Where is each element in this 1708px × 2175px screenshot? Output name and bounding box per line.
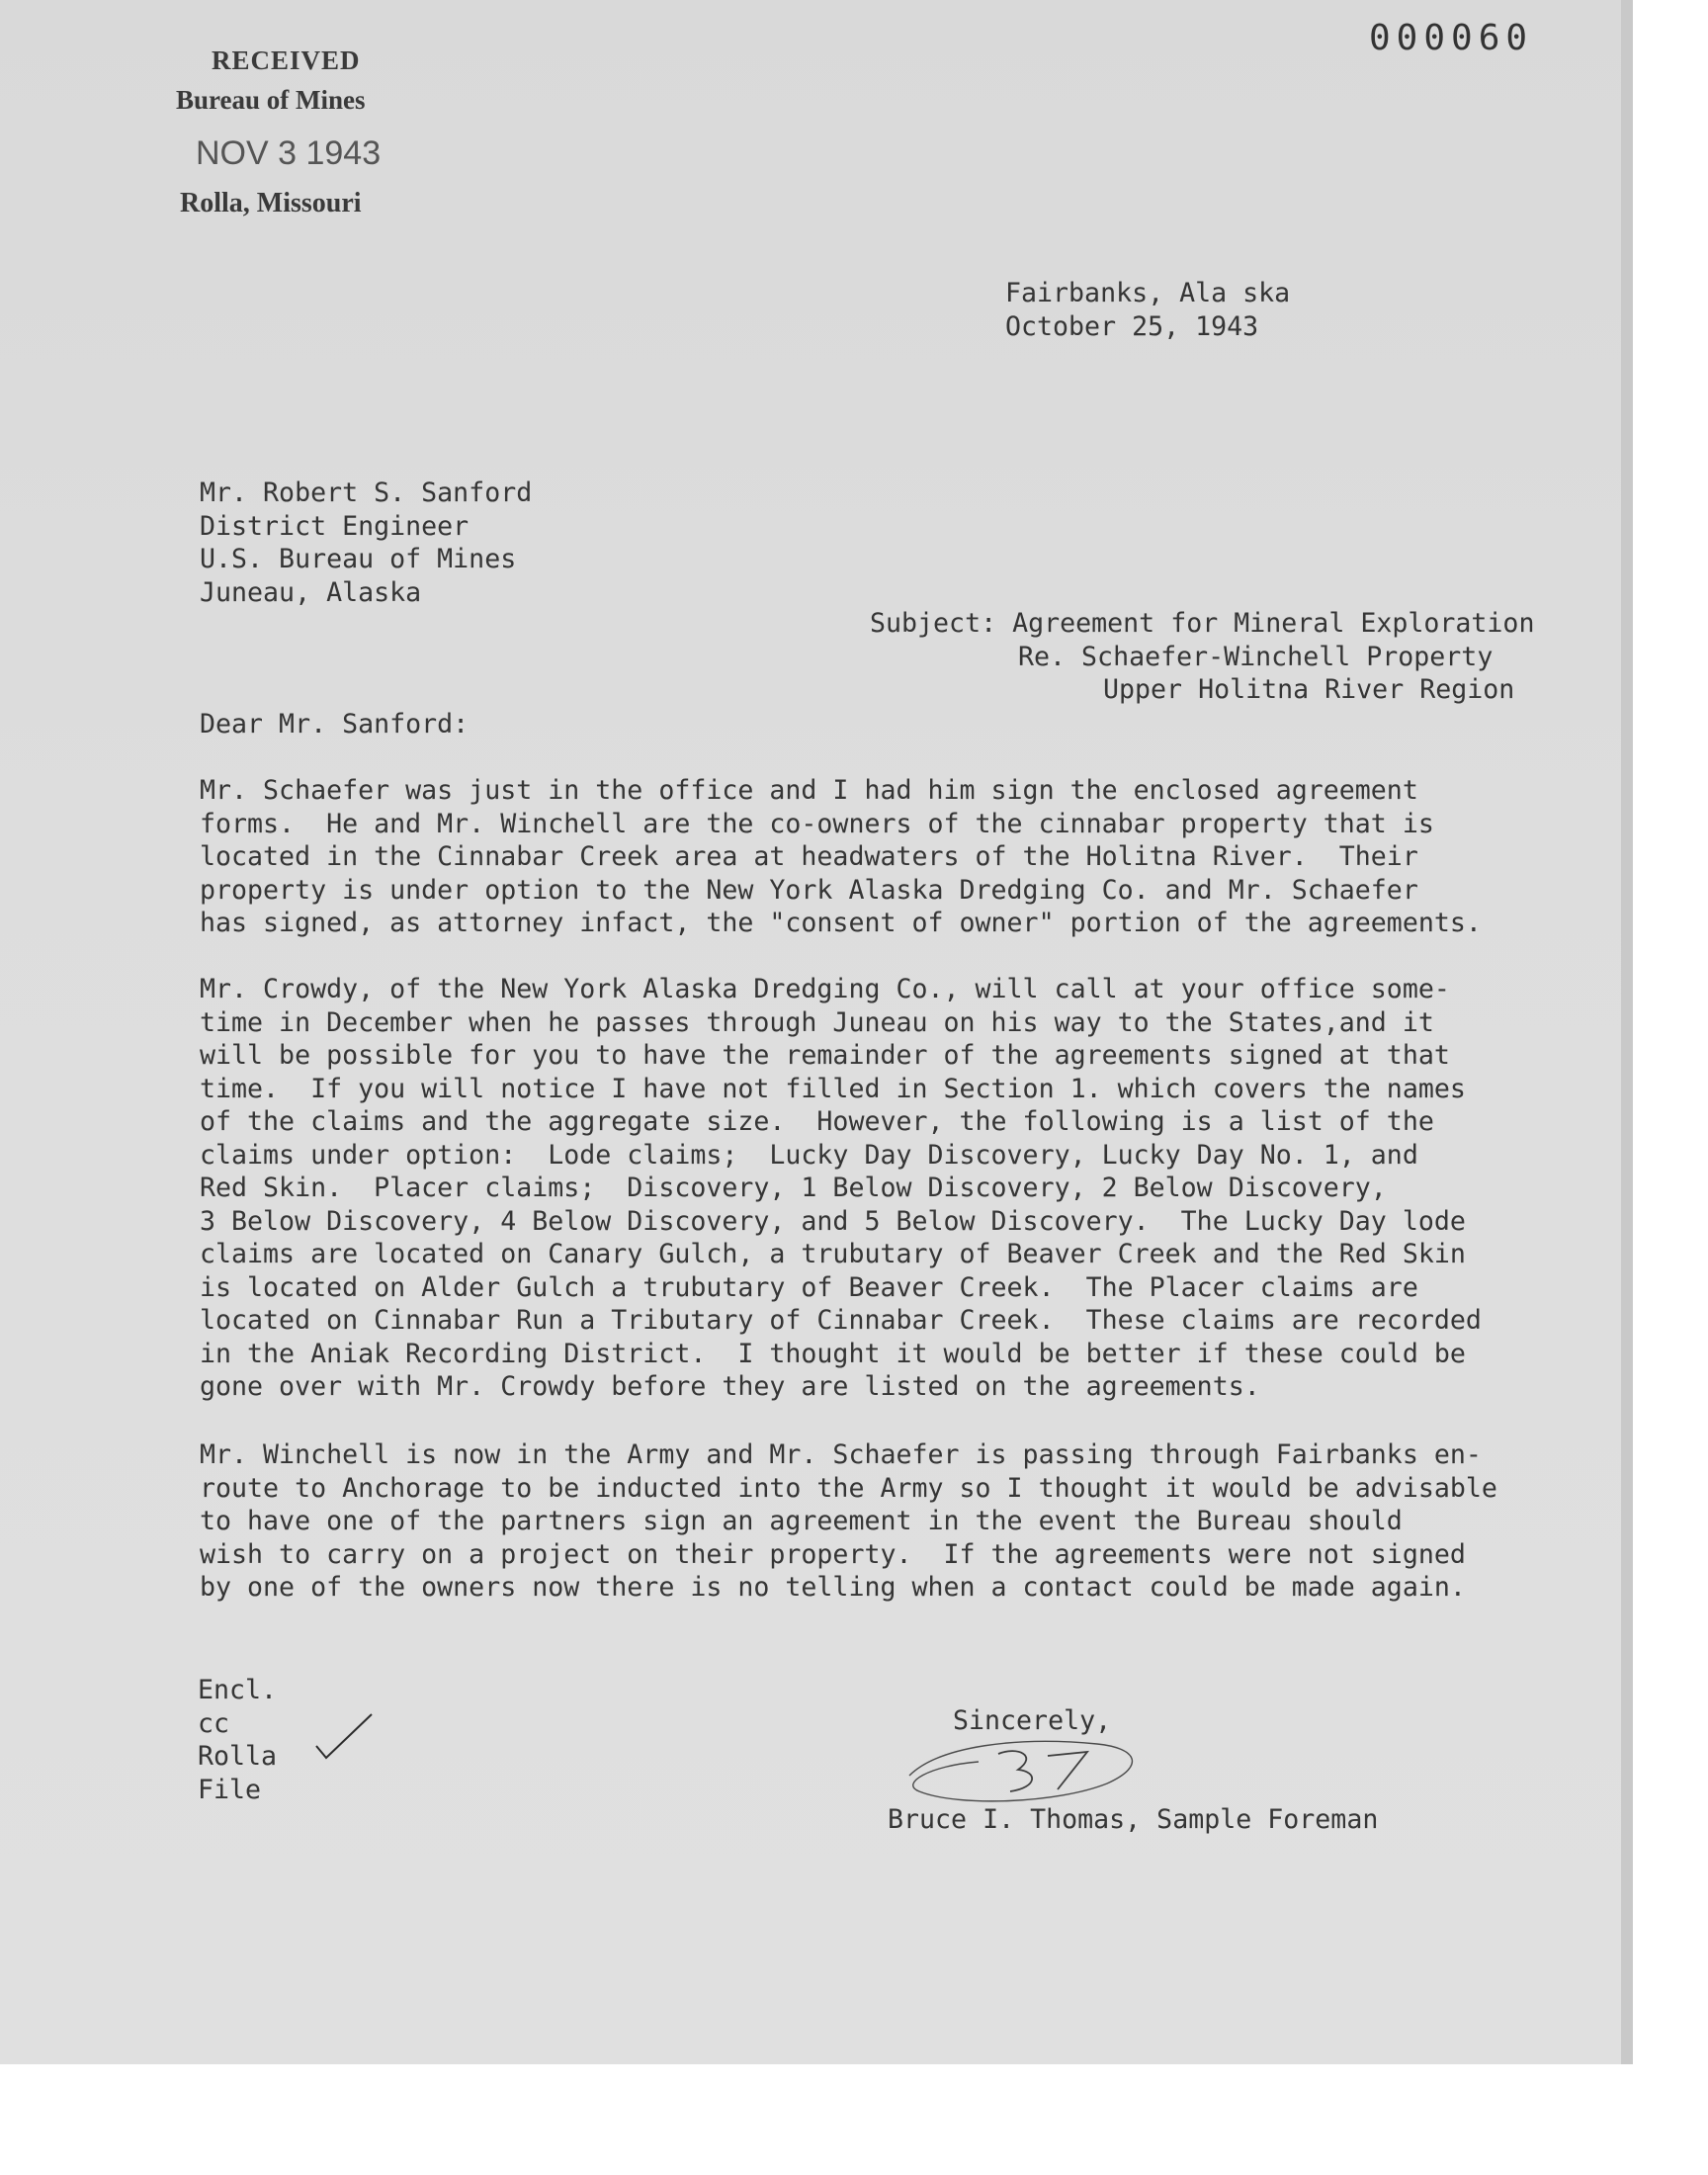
text-line: wish to carry on a project on their property. If the agreements were not signed <box>200 1538 1466 1570</box>
text-line: Fairbanks, Ala ska <box>1005 278 1291 308</box>
text-line: in the Aniak Recording District. I thought it would be better if these could be <box>200 1338 1466 1369</box>
text-line: claims are located on Canary Gulch, a trubutary of Beaver Creek and the Red Skin <box>200 1239 1466 1269</box>
text-line: by one of the owners now there is no telling when a contact could be made again. <box>200 1572 1466 1603</box>
text-line: time in December when he passes through Juneau on his way to the States,and it <box>200 1006 1434 1038</box>
text-line: Juneau, Alaska <box>200 576 422 608</box>
text-line: gone over with Mr. Crowdy before they are listed on the agreements. <box>200 1371 1260 1402</box>
text-line: of the claims and the aggregate size. However, the following is a list of the <box>200 1106 1434 1137</box>
sender-location-date <box>1005 277 1290 343</box>
stamp-received: RECEIVED <box>212 45 361 75</box>
text-line: time. If you will notice I have not filled in Section 1. which covers the names <box>200 1073 1466 1104</box>
document-number: 000060 <box>1369 18 1534 58</box>
text-line: located on Cinnabar Run a Tributary of Cinnabar Creek. These claims are recorded <box>200 1305 1482 1336</box>
text-line: October 25, 1943 <box>1005 310 1259 342</box>
text-line: Rolla <box>198 1741 278 1772</box>
subject-block <box>870 607 1535 773</box>
text-line: Mr. Crowdy, of the New York Alaska Dredging Co., will call at your office some- <box>200 974 1450 1004</box>
text-line: District Engineer <box>200 510 470 542</box>
stamp-date: NOV 3 1943 <box>196 134 382 172</box>
subject-line-1: Subject: Agreement for Mineral Exploration <box>870 608 1535 639</box>
enclosure-list <box>198 1674 277 1806</box>
paragraph-2 <box>200 973 1482 1404</box>
subject-line-2: Re. Schaefer-Winchell Property <box>1018 641 1494 672</box>
text-line: is located on Alder Gulch a trubutary of Beaver Creek. The Placer claims are <box>200 1271 1418 1303</box>
salutation: Dear Mr. Sanford: <box>200 709 470 740</box>
check-mark-icon <box>314 1710 374 1766</box>
stamp-bureau: Bureau of Mines <box>176 85 366 115</box>
addressee-block <box>200 477 532 609</box>
page-edge <box>1621 0 1633 2064</box>
text-line: Red Skin. Placer claims; Discovery, 1 Below Discovery, 2 Below Discovery, <box>200 1173 1387 1203</box>
text-line: Mr. Schaefer was just in the office and I had him sign the enclosed agreement <box>200 775 1418 806</box>
text-line: 3 Below Discovery, 4 Below Discovery, and 5 Below Discovery. The Lucky Day lode <box>200 1205 1466 1237</box>
text-line: to have one of the partners sign an agreement in the event the Bureau should <box>200 1506 1403 1536</box>
handwritten-signature <box>899 1726 1156 1815</box>
text-line: Mr. Robert S. Sanford <box>200 478 533 508</box>
text-line: Mr. Winchell is now in the Army and Mr. Schaefer is passing through Fairbanks en- <box>200 1439 1482 1470</box>
paragraph-3 <box>200 1438 1497 1605</box>
text-line: forms. He and Mr. Winchell are the co-owners of the cinnabar property that is <box>200 808 1434 839</box>
stamp-place: Rolla, Missouri <box>180 188 362 218</box>
text-line: will be possible for you to have the remainder of the agreements signed at that <box>200 1040 1450 1071</box>
text-line: File <box>198 1774 262 1805</box>
text-line: property is under option to the New York Alaska Dredging Co. and Mr. Schaefer <box>200 874 1418 906</box>
text-line: located in the Cinnabar Creek area at headwaters of the Holitna River. Their <box>200 841 1418 872</box>
closing: Sincerely, <box>953 1705 1112 1736</box>
text-line: claims under option: Lode claims; Lucky Day Discovery, Lucky Day No. 1, and <box>200 1139 1418 1171</box>
text-line: cc <box>198 1707 230 1739</box>
subject-line-3: Upper Holitna River Region <box>1103 674 1515 705</box>
text-line: route to Anchorage to be inducted into the Army so I thought it would be advisable <box>200 1472 1497 1504</box>
signer-name: Bruce I. Thomas, Sample Foreman <box>888 1804 1379 1835</box>
paragraph-1 <box>200 774 1482 940</box>
text-line: has signed, as attorney infact, the "consent of owner" portion of the agreements. <box>200 908 1482 938</box>
text-line: U.S. Bureau of Mines <box>200 544 517 574</box>
text-line: Encl. <box>198 1675 278 1705</box>
